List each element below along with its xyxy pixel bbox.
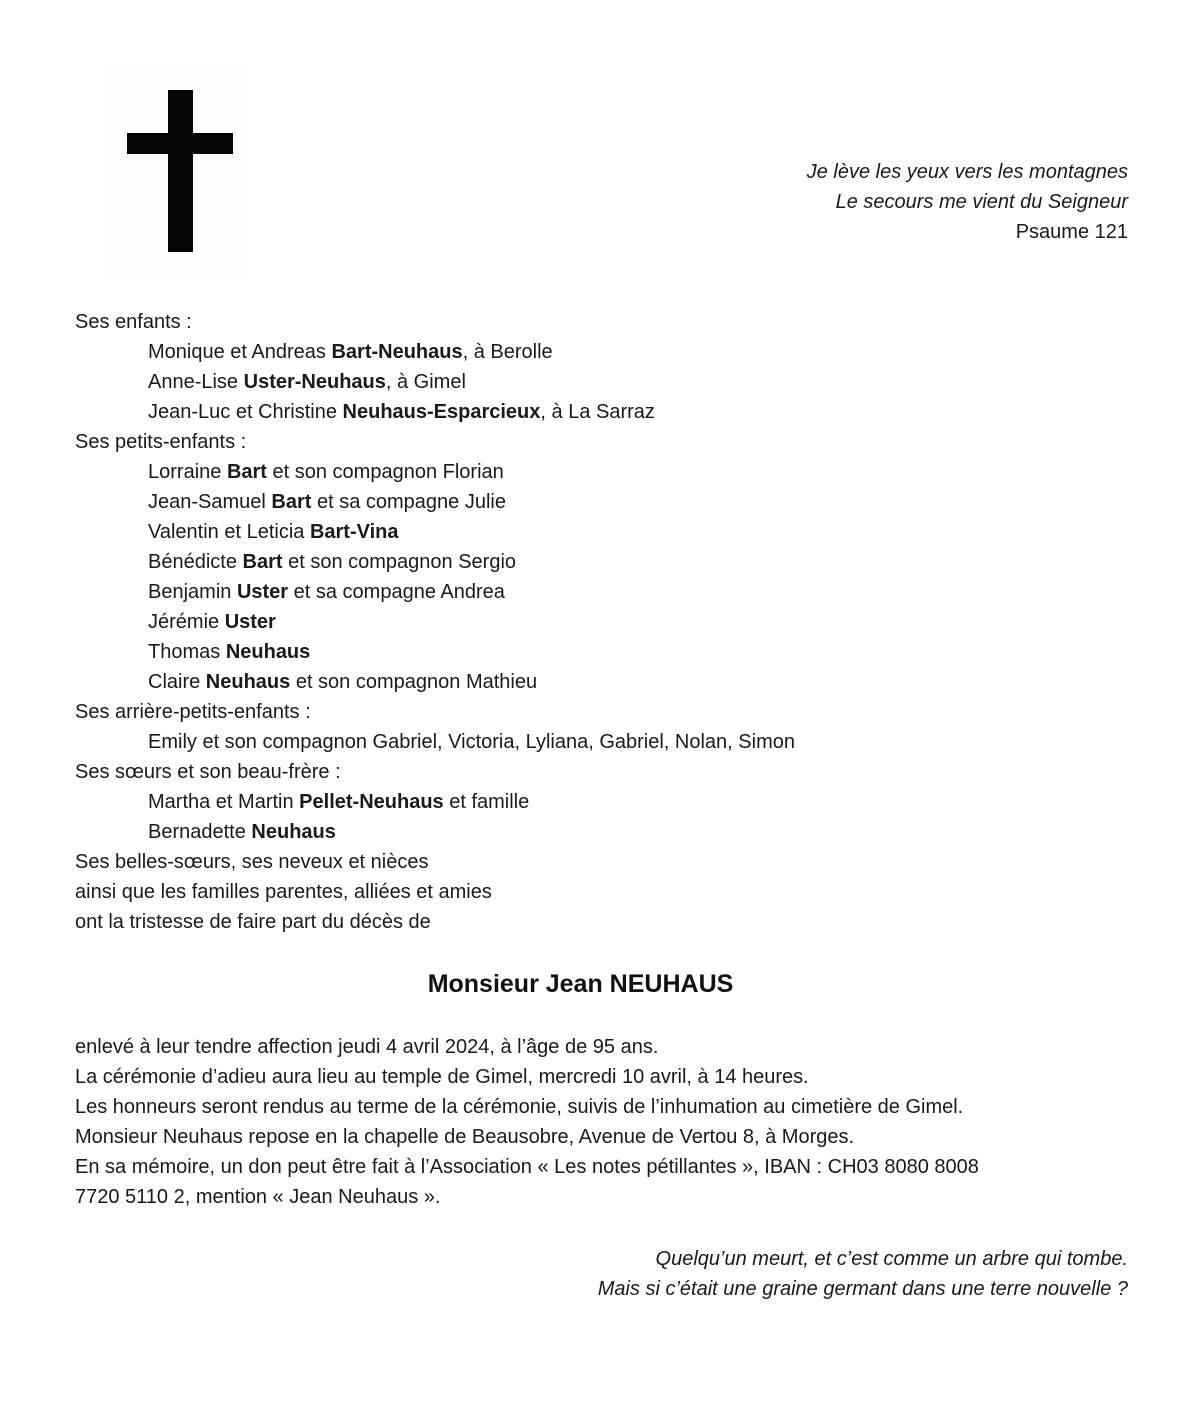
detail-line: Les honneurs seront rendus au terme de la cérémonie, suivis de l’inhumation au cimetière de Gimel. [75,1096,964,1118]
family-list [75,307,795,937]
detail-line: La cérémonie d’adieu aura lieu au temple de Gimel, mercredi 10 avril, à 14 heures. [75,1066,809,1088]
detail-line: enlevé à leur tendre affection jeudi 4 avril 2024, à l’âge de 95 ans. [75,1036,659,1058]
cross-horizontal-bar [127,133,233,154]
epigraph-line: Le secours me vient du Seigneur [835,191,1128,213]
family-line: Emily et son compagnon Gabriel, Victoria, Lyliana, Gabriel, Nolan, Simon [148,731,795,753]
family-line: ont la tristesse de faire part du décès de [75,911,431,933]
detail-line: Monsieur Neuhaus repose en la chapelle de Beausobre, Avenue de Vertou 8, à Morges. [75,1126,855,1148]
family-line: ainsi que les familles parentes, alliées et amies [75,881,492,903]
family-line: Jean-Luc et Christine Neuhaus-Esparcieux, à La Sarraz [148,401,655,423]
epigraph-line: Je lève les yeux vers les montagnes [806,161,1128,183]
family-line: Valentin et Leticia Bart-Vina [148,521,399,543]
family-line: Ses belles-sœurs, ses neveux et nièces [75,851,429,873]
closing-quote-line: Mais si c’était une graine germant dans une terre nouvelle ? [597,1278,1128,1300]
family-line: Jérémie Uster [148,611,276,633]
detail-line: En sa mémoire, un don peut être fait à l’Association « Les notes pétillantes », IBAN : CH03 8080 8008 [75,1156,979,1178]
family-line: Thomas Neuhaus [148,641,311,663]
latin-cross-icon [103,63,243,278]
closing-quote [598,1244,1128,1304]
family-line: Ses arrière-petits-enfants : [75,701,311,723]
family-line: Martha et Martin Pellet-Neuhaus et famille [148,791,530,813]
family-line: Benjamin Uster et sa compagne Andrea [148,581,505,603]
family-line: Claire Neuhaus et son compagnon Mathieu [148,671,538,693]
family-line: Ses petits-enfants : [75,431,247,453]
family-line: Anne-Lise Uster-Neuhaus, à Gimel [148,371,466,393]
family-line: Lorraine Bart et son compagnon Florian [148,461,504,483]
detail-line: 7720 5110 2, mention « Jean Neuhaus ». [75,1186,441,1208]
psalm-epigraph [807,157,1128,247]
family-line: Bénédicte Bart et son compagnon Sergio [148,551,517,573]
family-line: Ses sœurs et son beau-frère : [75,761,341,783]
family-line: Jean-Samuel Bart et sa compagne Julie [148,491,506,513]
family-line: Ses enfants : [75,311,192,333]
cross-vertical-bar [168,90,193,252]
deceased-name-title: Monsieur Jean NEUHAUS [427,970,734,998]
epigraph-line: Psaume 121 [1015,221,1128,243]
ceremony-details [75,1032,979,1212]
family-line: Bernadette Neuhaus [148,821,336,843]
family-line: Monique et Andreas Bart-Neuhaus, à Berolle [148,341,553,363]
closing-quote-line: Quelqu’un meurt, et c’est comme un arbre qui tombe. [655,1248,1128,1270]
